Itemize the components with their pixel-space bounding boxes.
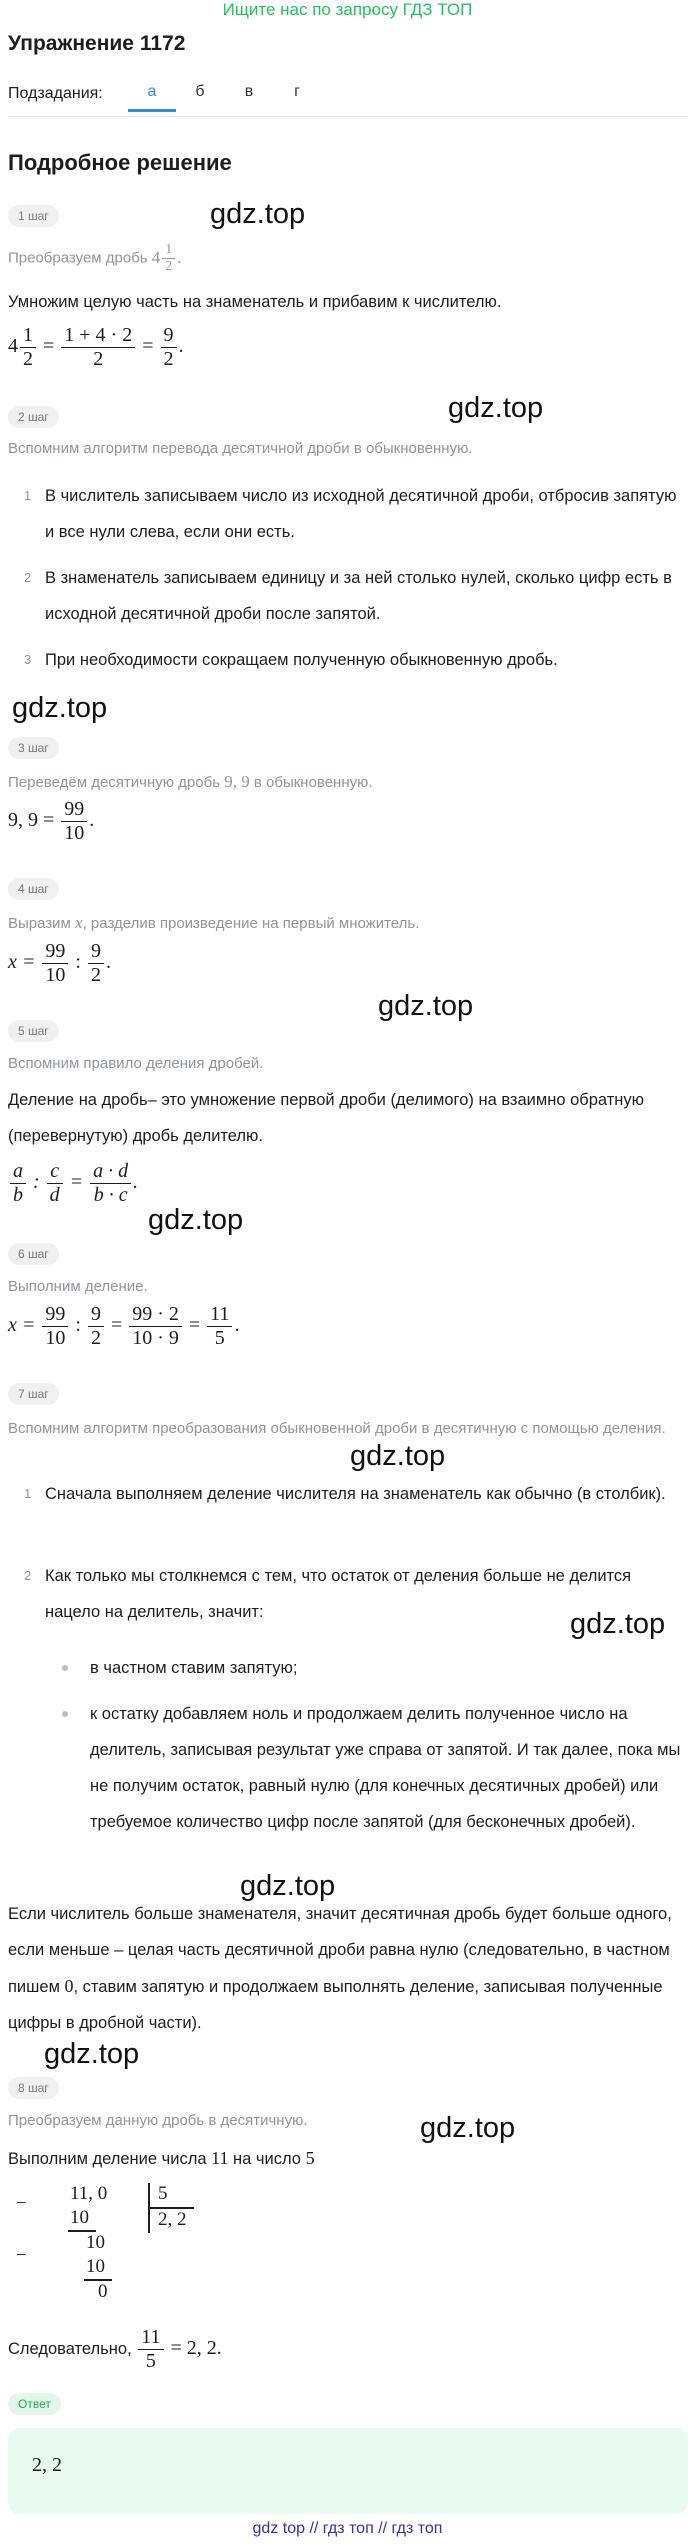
watermark: gdz.top [448,392,544,424]
bullet-dot [62,1711,68,1717]
answer-value: 2, 2 [32,2454,62,2476]
step-3-intro-tail: в обыкновенную. [253,774,373,791]
tab-subtask-b[interactable]: б [195,83,205,100]
watermark: gdz.top [570,1608,666,1640]
eq-den: 10 [45,1327,66,1349]
list-number: 2 [24,1568,32,1583]
minus-sign: − [16,2193,27,2214]
subtrahend-1: 10 [70,2207,89,2228]
step-badge-5: 5 шаг [8,1020,59,1042]
bullet-dot [62,1665,68,1671]
list-item-text: В числитель записываем число из исходной десятичной дроби, отбросив запятую и все нули слева, если они есть. [45,487,677,541]
conclusion-text: Следовательно, [8,2340,132,2359]
step-1-intro-text: Преобразуем дробь [8,249,148,267]
watermark: gdz.top [350,1440,446,1472]
eq-num: 99 [42,940,68,964]
step-3-intro [8,772,373,792]
step-7-after-text: Если числитель больше знаменателя, значит десятичная дробь будет больше одного, если меньше – целая часть десятичной дроби равна нулю (следовательно, в частном пишем [8,1905,672,1996]
eq-sign: = [142,335,154,358]
eq-num: 9 [161,324,177,348]
answer-box [8,2428,688,2514]
step-3-intro-text: Переведём десятичную дробь [8,774,221,791]
step-8-text [8,2140,315,2177]
step-6-equation: x = $\frac{99}{10}$ : $\frac{9}{2}$ = $\frac{99 \cdot 2}{10 \cdot 9}$ = $\frac{11}{5}$ . [8,1303,240,1349]
bullet-text: в частном ставим запятую; [90,1659,298,1677]
list-number: 3 [24,652,32,667]
step-badge-2: 2 шаг [8,406,59,428]
step-5-equation: $\frac{a}{b}$ : $\frac{c}{d}$ = $\frac{a \cdot d}{b \cdot c}$ . [8,1160,138,1207]
step-8-intro: Преобразуем данную дробь в десятичную. [8,2112,308,2129]
watermark: gdz.top [240,1870,336,1902]
eq-sign: = [188,1314,201,1337]
list-item-text: При необходимости сокращаем полученную обыкновенную дробь. [45,651,558,669]
conclusion-rhs: = 2, 2. [170,2337,222,2360]
list-number: 1 [24,1486,32,1501]
bullet-item [8,1696,688,1846]
eq-num: 11 [207,1303,232,1327]
dividend-number: 11 [211,2148,229,2168]
step-7-after [8,1896,683,2041]
step-badge-3: 3 шаг [8,737,59,759]
list-number: 2 [24,570,32,585]
eq-lhs: x = [8,1314,36,1337]
eq-sign: = [69,1171,84,1194]
dividend: 11, 0 [70,2183,108,2204]
subtasks-bar [8,83,688,117]
long-division [8,2185,258,2325]
eq-den: 2 [163,348,174,370]
eq-den: 2 [23,348,33,370]
tab-subtask-g[interactable]: г [294,83,300,100]
minus-sign: − [16,2245,27,2266]
step-badge-8: 8 шаг [8,2077,59,2099]
eq-num: a [10,1160,26,1184]
conclusion [8,2326,222,2373]
watermark: gdz.top [148,1204,244,1236]
list-item-text: Сначала выполняем деление числителя на знаменатель как обычно (в столбик). [45,1485,666,1503]
eq-den: b [13,1184,23,1206]
watermark: gdz.top [44,2038,140,2070]
eq-den: 2 [90,964,101,986]
intro-whole: 4 [151,247,161,267]
eq-den: 10 [45,964,66,986]
remainder-1: 10 [86,2232,105,2253]
step-8-text-mid: на число [233,2150,301,2168]
subtasks-label: Подзадания: [8,85,103,102]
step-4-intro-tail: , разделив произведение на первый множитель. [82,915,420,932]
eq-num: 1 [20,324,36,348]
step-7-intro: Вспомним алгоритм преобразования обыкновенной дроби в десятичную с помощью деления. [8,1420,666,1437]
watermark: gdz.top [420,2112,516,2144]
eq-num: 11 [138,2326,163,2350]
quotient: 2, 2 [158,2209,187,2230]
eq-den: b · c [93,1184,128,1206]
answer-badge: Ответ [8,2393,61,2415]
eq-den: 2 [93,348,104,370]
tab-subtask-v[interactable]: в [244,83,254,100]
eq-num: c [47,1160,63,1184]
step-1-text: Умножим целую часть на знаменатель и прибавим к числителю. [8,293,502,311]
eq-lhs: 9, 9 = [8,809,55,832]
page-title: Упражнение 1172 [8,32,186,55]
step-4-intro [8,913,419,933]
divisor-number: 5 [305,2148,315,2168]
list-item [8,560,688,636]
list-item [8,1476,688,1552]
step-6-intro: Выполним деление. [8,1278,148,1295]
eq-op: : [75,1314,81,1337]
zero-value: 0 [64,1976,74,1996]
step-5-intro: Вспомним правило деления дробей. [8,1055,264,1072]
watermark: gdz.top [12,692,108,724]
eq-den: 5 [145,2350,156,2372]
eq-sign: = [110,1314,123,1337]
search-hint-link[interactable]: Ищите нас по запросу ГДЗ ТОП [222,0,473,19]
eq-sign: = [43,335,55,358]
footer-links[interactable]: gdz top // гдз топ // гдз топ [252,2520,443,2537]
watermark: gdz.top [378,990,474,1022]
eq-whole: 4 [8,335,18,358]
step-8-text-a: Выполним деление числа [8,2150,207,2168]
step-4-intro-text: Выразим [8,915,71,932]
eq-num: 1 + 4 · 2 [61,324,135,348]
bullet-item [8,1650,688,1690]
step-1-intro: Преобразуем дробь 4 $\frac{1}{2}$ . [8,242,182,275]
step-7-after-tail: , ставим запятую и продолжаем выполнять деление, записывая полученные цифры в дробной части). [8,1978,663,2032]
watermark: gdz.top [210,198,306,230]
eq-lhs: x = [8,951,36,974]
remainder-2: 0 [98,2281,108,2302]
eq-op: : [33,1171,40,1194]
eq-den: 10 [64,822,85,844]
eq-den: 5 [214,1327,225,1349]
eq-num: a · d [90,1160,131,1184]
eq-den: 10 · 9 [132,1327,179,1349]
eq-num: 99 · 2 [129,1303,182,1327]
tab-subtask-a[interactable]: а [128,83,176,112]
section-title: Подробное решение [8,150,232,175]
list-item-text: Как только мы столкнемся с тем, что остаток от деления больше не делится нацело на делитель, значит: [45,1567,632,1621]
step-badge-1: 1 шаг [8,205,59,227]
bullet-text: к остатку добавляем ноль и продолжаем делить полученное число на делитель, записывая результат уже справа от запятой. И так далее, пока мы не получим остаток, равный нулю (для конечных десятичных дробей) или требуемое количество цифр после запятой (для бесконечных дробей). [90,1705,681,1831]
step-badge-6: 6 шаг [8,1243,59,1265]
intro-den: 2 [165,259,173,275]
step-2-intro: Вспомним алгоритм перевода десятичной дроби в обыкновенную. [8,440,473,457]
intro-value: 9, 9 [224,772,250,791]
intro-num: 1 [162,242,175,259]
list-number: 1 [24,488,32,503]
intro-var: x [75,913,83,932]
list-item [8,478,688,554]
list-item-text: В знаменатель записываем единицу и за ней столько нулей, сколько цифр есть в исходной десятичной дроби после запятой. [45,569,672,623]
divisor: 5 [158,2183,168,2204]
subtrahend-2: 10 [86,2256,105,2277]
step-4-equation: x = $\frac{99}{10}$ : $\frac{9}{2}$ . [8,940,111,986]
eq-num: 99 [42,1303,68,1327]
step-1-equation: 4 $\frac{1}{2}$ = $\frac{1 + 4 \cdot 2}{2}$ = $\frac{9}{2}$ . [8,324,184,370]
step-badge-4: 4 шаг [8,878,59,900]
eq-num: 99 [61,798,87,822]
eq-den: d [49,1184,60,1206]
eq-op: : [75,951,81,974]
eq-den: 2 [90,1327,101,1349]
step-3-equation: 9, 9 = $\frac{99}{10}$ . [8,798,95,844]
divider [8,116,688,117]
list-item [8,642,688,682]
step-5-text: Деление на дробь– это умножение первой дроби (делимого) на взаимно обратную (перевернутую) дробь делителю. [8,1091,645,1145]
eq-num: 9 [88,1303,104,1327]
eq-num: 9 [88,940,104,964]
step-badge-7: 7 шаг [8,1383,59,1405]
